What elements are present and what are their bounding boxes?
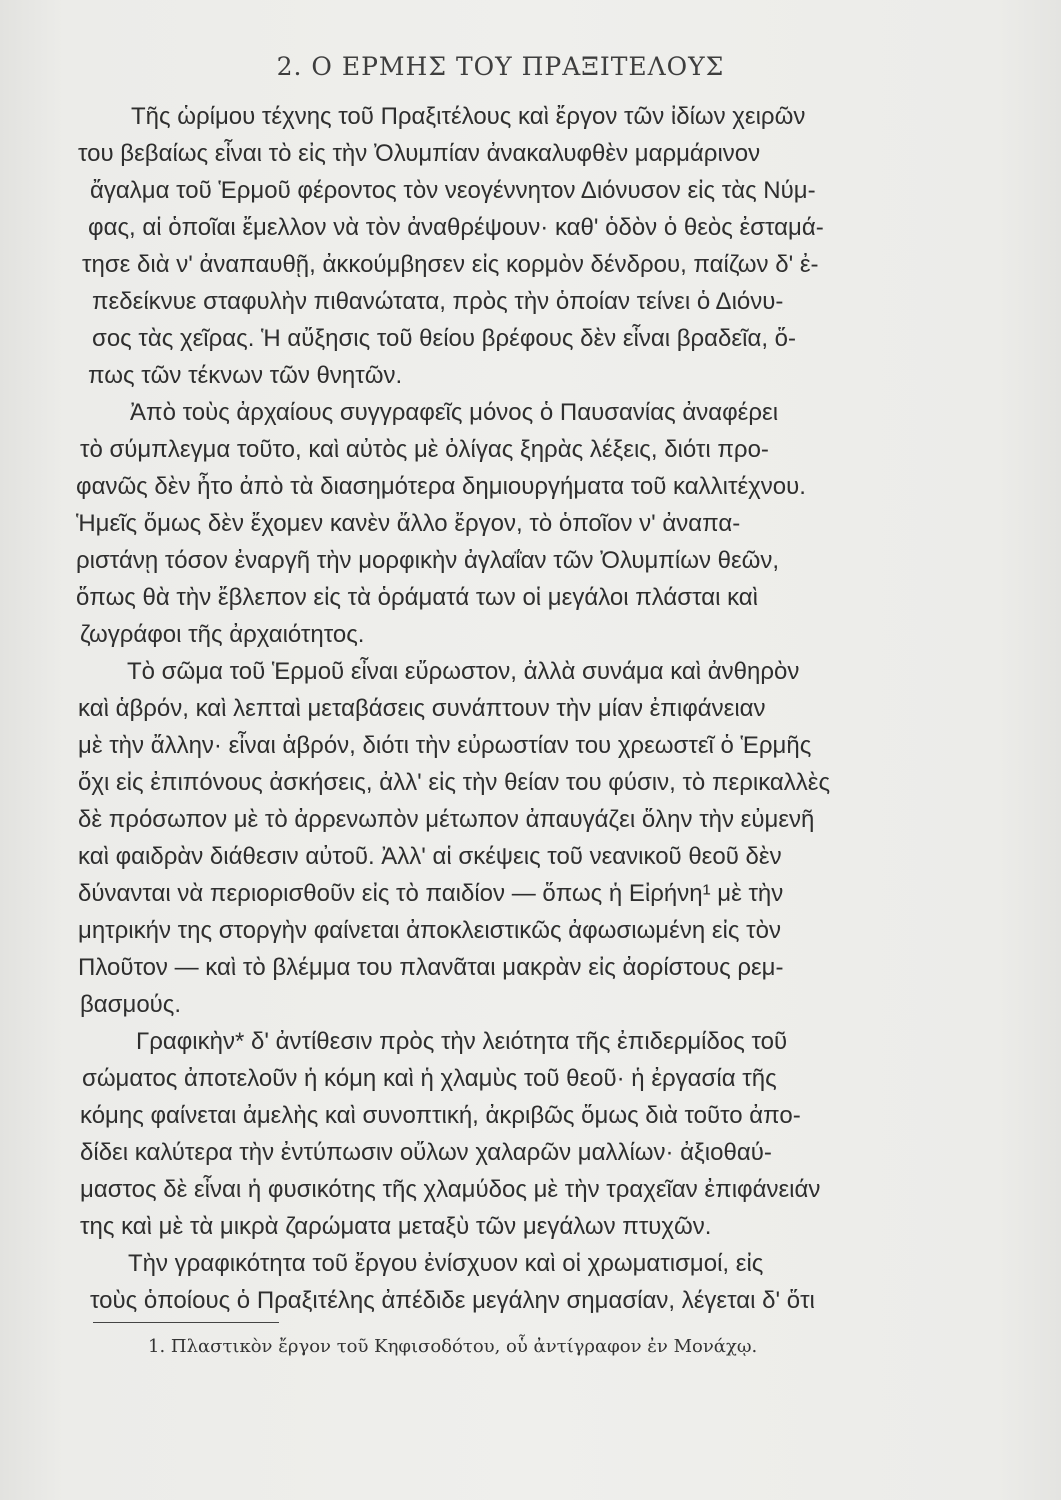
text-line: πεδείκνυε σταφυλὴν πιθανώτατα, πρὸς τὴν ὁποίαν τείνει ὁ Διόνυ- bbox=[92, 288, 784, 315]
text-line: δὲ πρόσωπον μὲ τὸ ἀρρενωπὸν μέτωπον ἀπαυγάζει ὅλην τὴν εὐμενῆ bbox=[78, 806, 815, 833]
text-line: Πλοῦτον — καὶ τὸ βλέμμα του πλανᾶται μακρὰν εἰς ἀορίστους ρεμ- bbox=[78, 954, 784, 981]
text-line: δίδει καλύτερα τὴν ἐντύπωσιν οὔλων χαλαρῶν μαλλίων· ἀξιοθαύ- bbox=[80, 1139, 772, 1166]
text-line: ὅπως θὰ τὴν ἔβλεπον εἰς τὰ ὁράματά των οἱ μεγάλοι πλάσται καὶ bbox=[76, 584, 759, 611]
text-line: βασμούς. bbox=[80, 991, 182, 1018]
text-line: τησε διὰ ν' ἀναπαυθῇ, ἀκκούμβησεν εἰς κορμὸν δένδρου, παίζων δ' ἐ- bbox=[82, 251, 819, 278]
text-line: Τῆς ὡρίμου τέχνης τοῦ Πραξιτέλους καὶ ἔργον τῶν ἰδίων χειρῶν bbox=[131, 103, 806, 130]
text-line: σος τὰς χεῖρας. Ἡ αὔξησις τοῦ θείου βρέφους δὲν εἶναι βραδεῖα, ὅ- bbox=[92, 325, 796, 352]
text-line: μαστος δὲ εἶναι ἡ φυσικότης τῆς χλαμύδος μὲ τὴν τραχεῖαν ἐπιφάνειάν bbox=[80, 1176, 821, 1203]
text-line: μητρικήν της στοργὴν φαίνεται ἀποκλειστικῶς ἀφωσιωμένη εἰς τὸν bbox=[78, 917, 781, 944]
text-line: ἄγαλμα τοῦ Ἑρμοῦ φέροντος τὸν νεογέννητον Διόνυσον εἰς τὰς Νύμ- bbox=[90, 177, 816, 204]
text-line: Τὴν γραφικότητα τοῦ ἔργου ἐνίσχυον καὶ οἱ χρωματισμοί, εἰς bbox=[128, 1250, 764, 1277]
text-line: Ἀπὸ τοὺς ἀρχαίους συγγραφεῖς μόνος ὁ Παυσανίας ἀναφέρει bbox=[130, 399, 779, 426]
text-line: ριστάνῃ τόσον ἐναργῆ τὴν μορφικὴν ἀγλαΐαν τῶν Ὀλυμπίων θεῶν, bbox=[76, 547, 780, 574]
text-line: καὶ φαιδρὰν διάθεσιν αὐτοῦ. Ἀλλ' αἱ σκέψεις τοῦ νεανικοῦ θεοῦ δὲν bbox=[78, 843, 782, 870]
text-line: μὲ τὴν ἄλλην· εἶναι ἁβρόν, διότι τὴν εὐρωστίαν του χρεωστεῖ ὁ Ἑρμῆς bbox=[78, 732, 812, 759]
text-line: σώματος ἀποτελοῦν ἡ κόμη καὶ ἡ χλαμὺς τοῦ θεοῦ· ἡ ἐργασία τῆς bbox=[82, 1065, 777, 1092]
text-line: Ἡμεῖς ὅμως δὲν ἔχομεν κανὲν ἄλλο ἔργον, τὸ ὁποῖον ν' ἀναπα- bbox=[76, 510, 741, 537]
footnote: 1. Πλαστικὸν ἔργον τοῦ Κηφισοδότου, οὗ ἀντίγραφον ἐν Μονάχῳ. bbox=[148, 1336, 758, 1357]
text-line: Γραφικὴν* δ' ἀντίθεσιν πρὸς τὴν λειότητα τῆς ἐπιδερμίδος τοῦ bbox=[136, 1028, 788, 1055]
text-line: τὸ σύμπλεγμα τοῦτο, καὶ αὐτὸς μὲ ὀλίγας ξηρὰς λέξεις, διότι προ- bbox=[80, 436, 769, 463]
text-line: του βεβαίως εἶναι τὸ εἰς τὴν Ὀλυμπίαν ἀνακαλυφθὲν μαρμάρινον bbox=[78, 140, 761, 167]
text-line: πως τῶν τέκνων τῶν θνητῶν. bbox=[88, 362, 403, 389]
text-line: ζωγράφοι τῆς ἀρχαιότητος. bbox=[80, 621, 365, 648]
text-line: φας, αἱ ὁποῖαι ἔμελλον νὰ τὸν ἀναθρέψουν· καθ' ὁδὸν ὁ θεὸς ἐσταμά- bbox=[88, 214, 824, 241]
text-line: Τὸ σῶμα τοῦ Ἑρμοῦ εἶναι εὔρωστον, ἀλλὰ συνάμα καὶ ἀνθηρὸν bbox=[127, 658, 800, 685]
text-line: τοὺς ὁποίους ὁ Πραξιτέλης ἀπέδιδε μεγάλην σημασίαν, λέγεται δ' ὅτι bbox=[90, 1287, 815, 1314]
text-line: ὄχι εἰς ἐπιπόνους ἀσκήσεις, ἀλλ' εἰς τὴν θείαν του φύσιν, τὸ περικαλλὲς bbox=[78, 769, 831, 796]
text-line: καὶ ἁβρόν, καὶ λεπταὶ μεταβάσεις συνάπτουν τὴν μίαν ἐπιφάνειαν bbox=[78, 695, 766, 722]
text-line: δύνανται νὰ περιορισθοῦν εἰς τὸ παιδίον — ὅπως ἡ Εἰρήνη¹ μὲ τὴν bbox=[78, 880, 784, 907]
section-heading: 2. Ο ΕΡΜΗΣ ΤΟΥ ΠΡΑΞΙΤΕΛΟΥΣ bbox=[276, 52, 725, 81]
footnote-rule bbox=[93, 1322, 279, 1323]
text-line: της καὶ μὲ τὰ μικρὰ ζαρώματα μεταξὺ τῶν μεγάλων πτυχῶν. bbox=[80, 1213, 712, 1240]
text-line: κόμης φαίνεται ἀμελὴς καὶ συνοπτική, ἀκριβῶς ὅμως διὰ τοῦτο ἀπο- bbox=[80, 1102, 801, 1129]
text-line: φανῶς δὲν ἦτο ἀπὸ τὰ διασημότερα δημιουργήματα τοῦ καλλιτέχνου. bbox=[76, 473, 806, 500]
